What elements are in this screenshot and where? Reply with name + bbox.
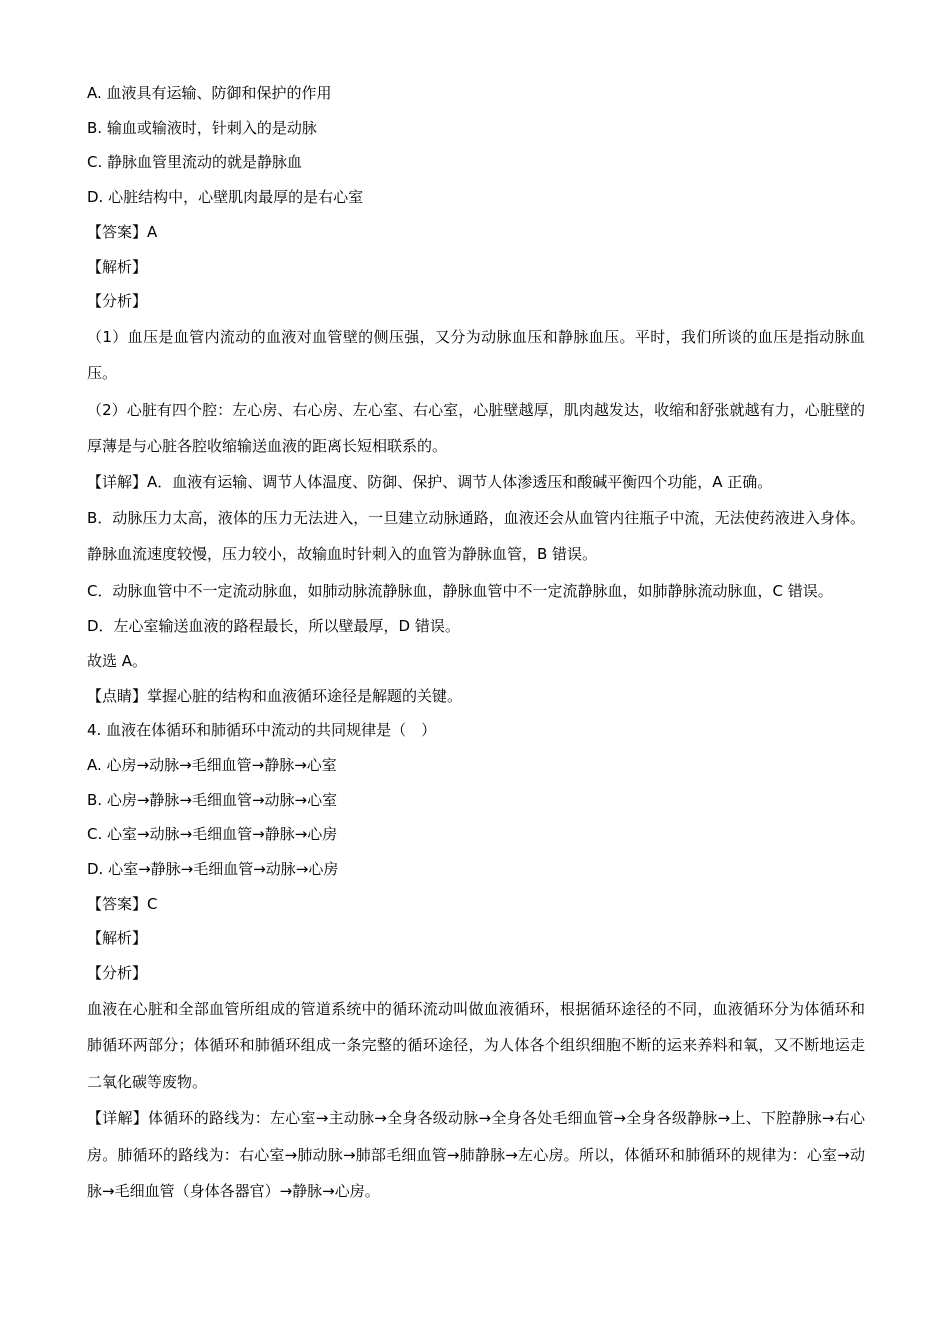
q3-option-b: B. 输血或输液时，针刺入的是动脉 (87, 118, 317, 137)
q3-answer: 【答案】A (87, 222, 158, 241)
q4-fenxi-paragraph: 血液在心脏和全部血管所组成的管道系统中的循环流动叫做血液循环，根据循环途径的不同，血液循环分为体循环和肺循环两部分；体循环和肺循环组成一条完整的循环途径，为人体各个组织细胞不断的运来养料和氧，又不断地运走二氧化碳等废物。 (87, 999, 865, 1091)
q3-option-c: C. 静脉血管里流动的就是静脉血 (87, 153, 303, 172)
q3-dianjing: 【点睛】掌握心脏的结构和血液循环途径是解题的关键。 (87, 686, 463, 705)
q3-fenxi-heading: 【分析】 (87, 292, 148, 311)
q4-xiangjie: 【详解】体循环的路线为：左心室→主动脉→全身各级动脉→全身各处毛细血管→全身各级静脉→上、下腔静脉→右心房。肺循环的路线为：右心室→肺动脉→肺部毛细血管→肺静脉→左心房。所以，体循环和肺循环的规律为：心室→动脉→毛细血管（身体各器官）→静脉→心房。 (87, 1109, 865, 1201)
document-page (87, 76, 865, 1210)
q3-jiexi-heading: 【解析】 (87, 257, 148, 276)
q4-option-a: A. 心房→动脉→毛细血管→静脉→心室 (87, 755, 337, 774)
q3-option-a: A. 血液具有运输、防御和保护的作用 (87, 84, 332, 102)
q4-option-d: D. 心室→静脉→毛细血管→动脉→心房 (87, 860, 339, 879)
q3-xiangjie-d: D．左心室输送血液的路程最长，所以壁最厚，D 错误。 (87, 617, 460, 636)
q3-xiangjie-c: C．动脉血管中不一定流动脉血，如肺动脉流静脉血，静脉血管中不一定流静脉血，如肺静脉流动脉血，C 错误。 (87, 581, 833, 600)
q4-option-b: B. 心房→静脉→毛细血管→动脉→心室 (87, 790, 338, 809)
q3-xiangjie-b: B．动脉压力太高，液体的压力无法进入，一旦建立动脉通路，血液还会从血管内往瓶子中流，无法使药液进入身体。静脉血流速度较慢，压力较小，故输血时针刺入的血管为静脉血管，B 错误。 (87, 508, 865, 564)
q3-guxuan: 故选 A。 (87, 651, 148, 670)
q4-fenxi-heading: 【分析】 (87, 964, 148, 983)
q3-fenxi-paragraph-1: （1）血压是血管内流动的血液对血管壁的侧压强，又分为动脉血压和静脉血压。平时，我们所谈的血压是指动脉血压。 (87, 327, 865, 383)
q4-option-c: C. 心室→动脉→毛细血管→静脉→心房 (87, 825, 338, 844)
q3-fenxi-paragraph-2: （2）心脏有四个腔：左心房、右心房、左心室、右心室，心脏壁越厚，肌肉越发达，收缩和舒张就越有力，心脏壁的厚薄是与心脏各腔收缩输送血液的距离长短相联系的。 (87, 400, 865, 456)
q4-answer: 【答案】C (87, 894, 158, 913)
q3-xiangjie-a: 【详解】A．血液有运输、调节人体温度、防御、保护、调节人体渗透压和酸碱平衡四个功能，A 正确。 (87, 472, 773, 491)
q3-option-d: D. 心脏结构中，心壁肌肉最厚的是右心室 (87, 188, 364, 207)
q4-jiexi-heading: 【解析】 (87, 929, 148, 948)
q4-stem: 4. 血液在体循环和肺循环中流动的共同规律是（ ） (87, 721, 437, 740)
